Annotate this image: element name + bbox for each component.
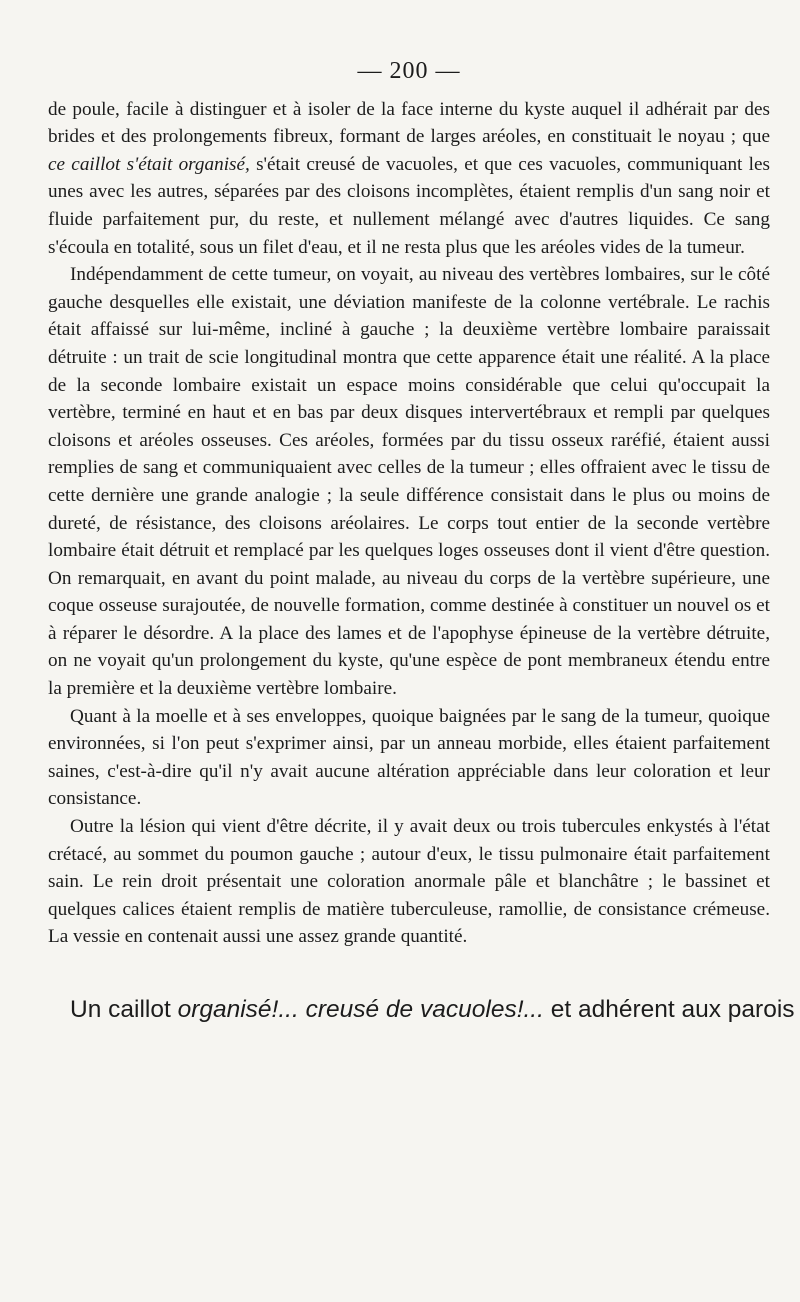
page-number: — 200 —	[357, 58, 461, 84]
paragraph-1-text-a: de poule, facile à distinguer et à isoler de la face interne du kyste auquel il adhérait par des brides et des prolongements fibreux, formant de larges aréoles, en constituait le noyau ; que	[48, 98, 770, 148]
paragraph-1-text-c: s'était creusé de vacuoles, et que ces vacuoles, communiquant les unes avec les autres, séparées par des cloisons incomplètes, étaient remplis d'un sang noir et fluide parfaitement pur, du reste, et nullement mélangé avec d'autres liquides. Ce sang s'écoula en totalité, sous un filet d'eau, et il ne resta plus que les aréoles vides de la tumeur.	[48, 153, 770, 258]
paragraph-3: Quant à la moelle et à ses enveloppes, quoique baignées par le sang de la tumeur, quoique environnées, si l'on peut s'exprimer ainsi, par un anneau morbide, elles étaient parfaitement saines, c'est-à-dire qu'il n'y avait aucune altération appréciable dans leur coloration et leur consistance.	[48, 705, 770, 810]
section-heading-text-c: et adhérent aux parois	[543, 996, 795, 1023]
section-heading-text-a: Un caillot	[70, 996, 178, 1023]
section-heading-emphasis: organisé!... creusé de vacuoles!...	[177, 996, 544, 1023]
section-heading	[48, 995, 795, 1025]
document-page	[48, 58, 795, 1025]
paragraph-4: Outre la lésion qui vient d'être décrite, il y avait deux ou trois tubercules enkystés à l'état crétacé, au sommet du poumon gauche ; autour d'eux, le tissu pulmonaire était parfaitement sain. Le rein droit présentait une coloration anormale pâle et blanchâtre ; le bassinet et quelques calices étaient remplis de matière tuberculeuse, ramollie, de consistance crémeuse. La vessie en contenait aussi une assez grande quantité.	[48, 816, 770, 948]
paragraph-2: Indépendamment de cette tumeur, on voyait, au niveau des vertèbres lombaires, sur le côté gauche desquelles elle existait, une déviation manifeste de la colonne vertébrale. Le rachis était affaissé sur lui-même, incliné à gauche ; la deuxième vertèbre lombaire paraissait détruite : un trait de scie longitudinal montra que cette apparence était une réalité. A la place de la seconde lombaire existait un espace moins considérable que celui qu'occupait la vertèbre, terminé en haut et en bas par deux disques intervertébraux et rempli par quelques cloisons et aréoles osseuses. Ces aréoles, formées par du tissu osseux raréfié, étaient aussi remplies de sang et communiquaient avec celles de la tumeur ; elles offraient avec le tissu de cette dernière une grande analogie ; la seule différence consistait dans le plus ou moins de dureté, de résistance, des cloisons aréolaires. Le corps tout entier de la seconde vertèbre lombaire était détruit et remplacé par les quelques loges osseuses dont il vient d'être question. On remarquait, en avant du point malade, au niveau du corps de la vertèbre supérieure, une coque osseuse surajoutée, de nouvelle formation, comme destinée à constituer un nouvel os et à réparer le désordre. A la place des lames et de l'apophyse épineuse de la vertèbre détruite, on ne voyait qu'un prolongement du kyste, qu'une espèce de pont membraneux étendu entre la première et la deuxième vertèbre lombaire.	[48, 264, 770, 700]
paragraph-1-emphasis: ce caillot s'était organisé,	[48, 153, 250, 175]
paragraph-1	[48, 96, 770, 262]
